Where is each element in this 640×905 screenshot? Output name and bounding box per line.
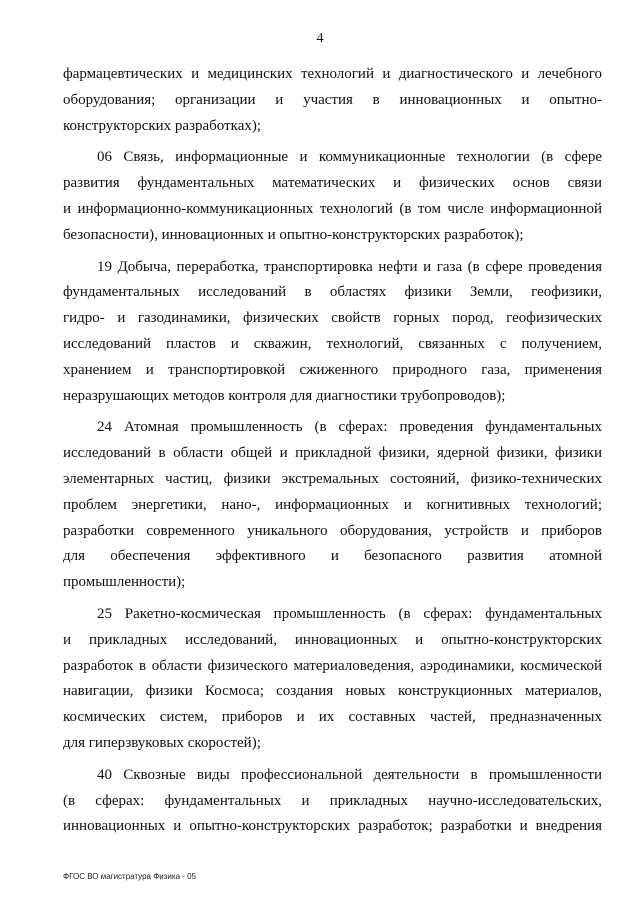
text-line: исследований пластов и скважин, технологий, связанных с получением, [63, 335, 602, 352]
text-line: фармацевтических и медицинских технологий и диагностического и лечебного [63, 66, 602, 82]
text-line: хранением и транспортировкой сжиженного природного газа, применения [63, 361, 602, 378]
paragraph-40-cross-cutting [63, 763, 602, 840]
text-line: проблем энергетики, нано-, информационных и когнитивных технологий; [63, 496, 602, 513]
text-line: гидро- и газодинамики, физических свойств горных пород, геофизических [63, 310, 602, 327]
text-line: для гиперзвуковых скоростей); [63, 734, 261, 751]
text-line: разработок в области физического материаловедения, аэродинамики, космической [63, 657, 602, 674]
paragraph-continuation [63, 62, 602, 139]
text-line: космических систем, приборов и их составных частей, предназначенных [63, 709, 602, 726]
paragraph-19-oil-gas [63, 255, 602, 410]
text-line: 40 Сквозные виды профессиональной деятельности в промышленности [97, 766, 602, 783]
document-body [63, 62, 602, 840]
text-line: и прикладных исследований, инновационных и опытно-конструкторских [63, 631, 602, 648]
text-line: развития фундаментальных математических и физических основ связи [63, 175, 602, 192]
page-number: 4 [316, 31, 324, 46]
text-line: навигации, физики Космоса; создания новых конструкционных материалов, [63, 683, 602, 700]
text-line: 24 Атомная промышленность (в сферах: проведения фундаментальных [97, 419, 602, 436]
paragraph-24-nuclear [63, 415, 602, 596]
paragraph-06-communications [63, 145, 602, 248]
page-footer: ФГОС ВО магистратура Физика - 05 [63, 872, 197, 881]
text-line: 06 Связь, информационные и коммуникационные технологии (в сфере [97, 149, 602, 166]
text-line: фундаментальных исследований в областях физики Земли, геофизики, [63, 284, 602, 301]
text-line: для обеспечения эффективного и безопасного развития атомной [63, 548, 602, 565]
text-line: разработки современного уникального оборудования, устройств и приборов [63, 522, 602, 539]
paragraph-25-aerospace [63, 602, 602, 757]
text-line: 19 Добыча, переработка, транспортировка нефти и газа (в сфере проведения [97, 258, 602, 275]
text-line: инновационных и опытно-конструкторских разработок; разработки и внедрения [63, 818, 602, 835]
text-line: промышленности); [63, 574, 186, 591]
text-line: и информационно-коммуникационных технологий (в том числе информационной [63, 200, 602, 217]
text-line: элементарных частиц, физики экстремальных состояний, физико-технических [63, 470, 602, 487]
text-line: конструкторских разработках); [63, 117, 262, 134]
text-line: исследований в области общей и прикладной физики, ядерной физики, физики [63, 445, 602, 462]
text-line: безопасности), инновационных и опытно-конструкторских разработок); [63, 226, 524, 243]
text-line: 25 Ракетно-космическая промышленность (в сферах: фундаментальных [97, 605, 602, 622]
text-line: (в сферах: фундаментальных и прикладных научно-исследовательских, [63, 792, 602, 809]
text-line: неразрушающих методов контроля для диагностики трубопроводов); [63, 387, 506, 404]
text-line: оборудования; организации и участия в инновационных и опытно- [63, 91, 602, 108]
